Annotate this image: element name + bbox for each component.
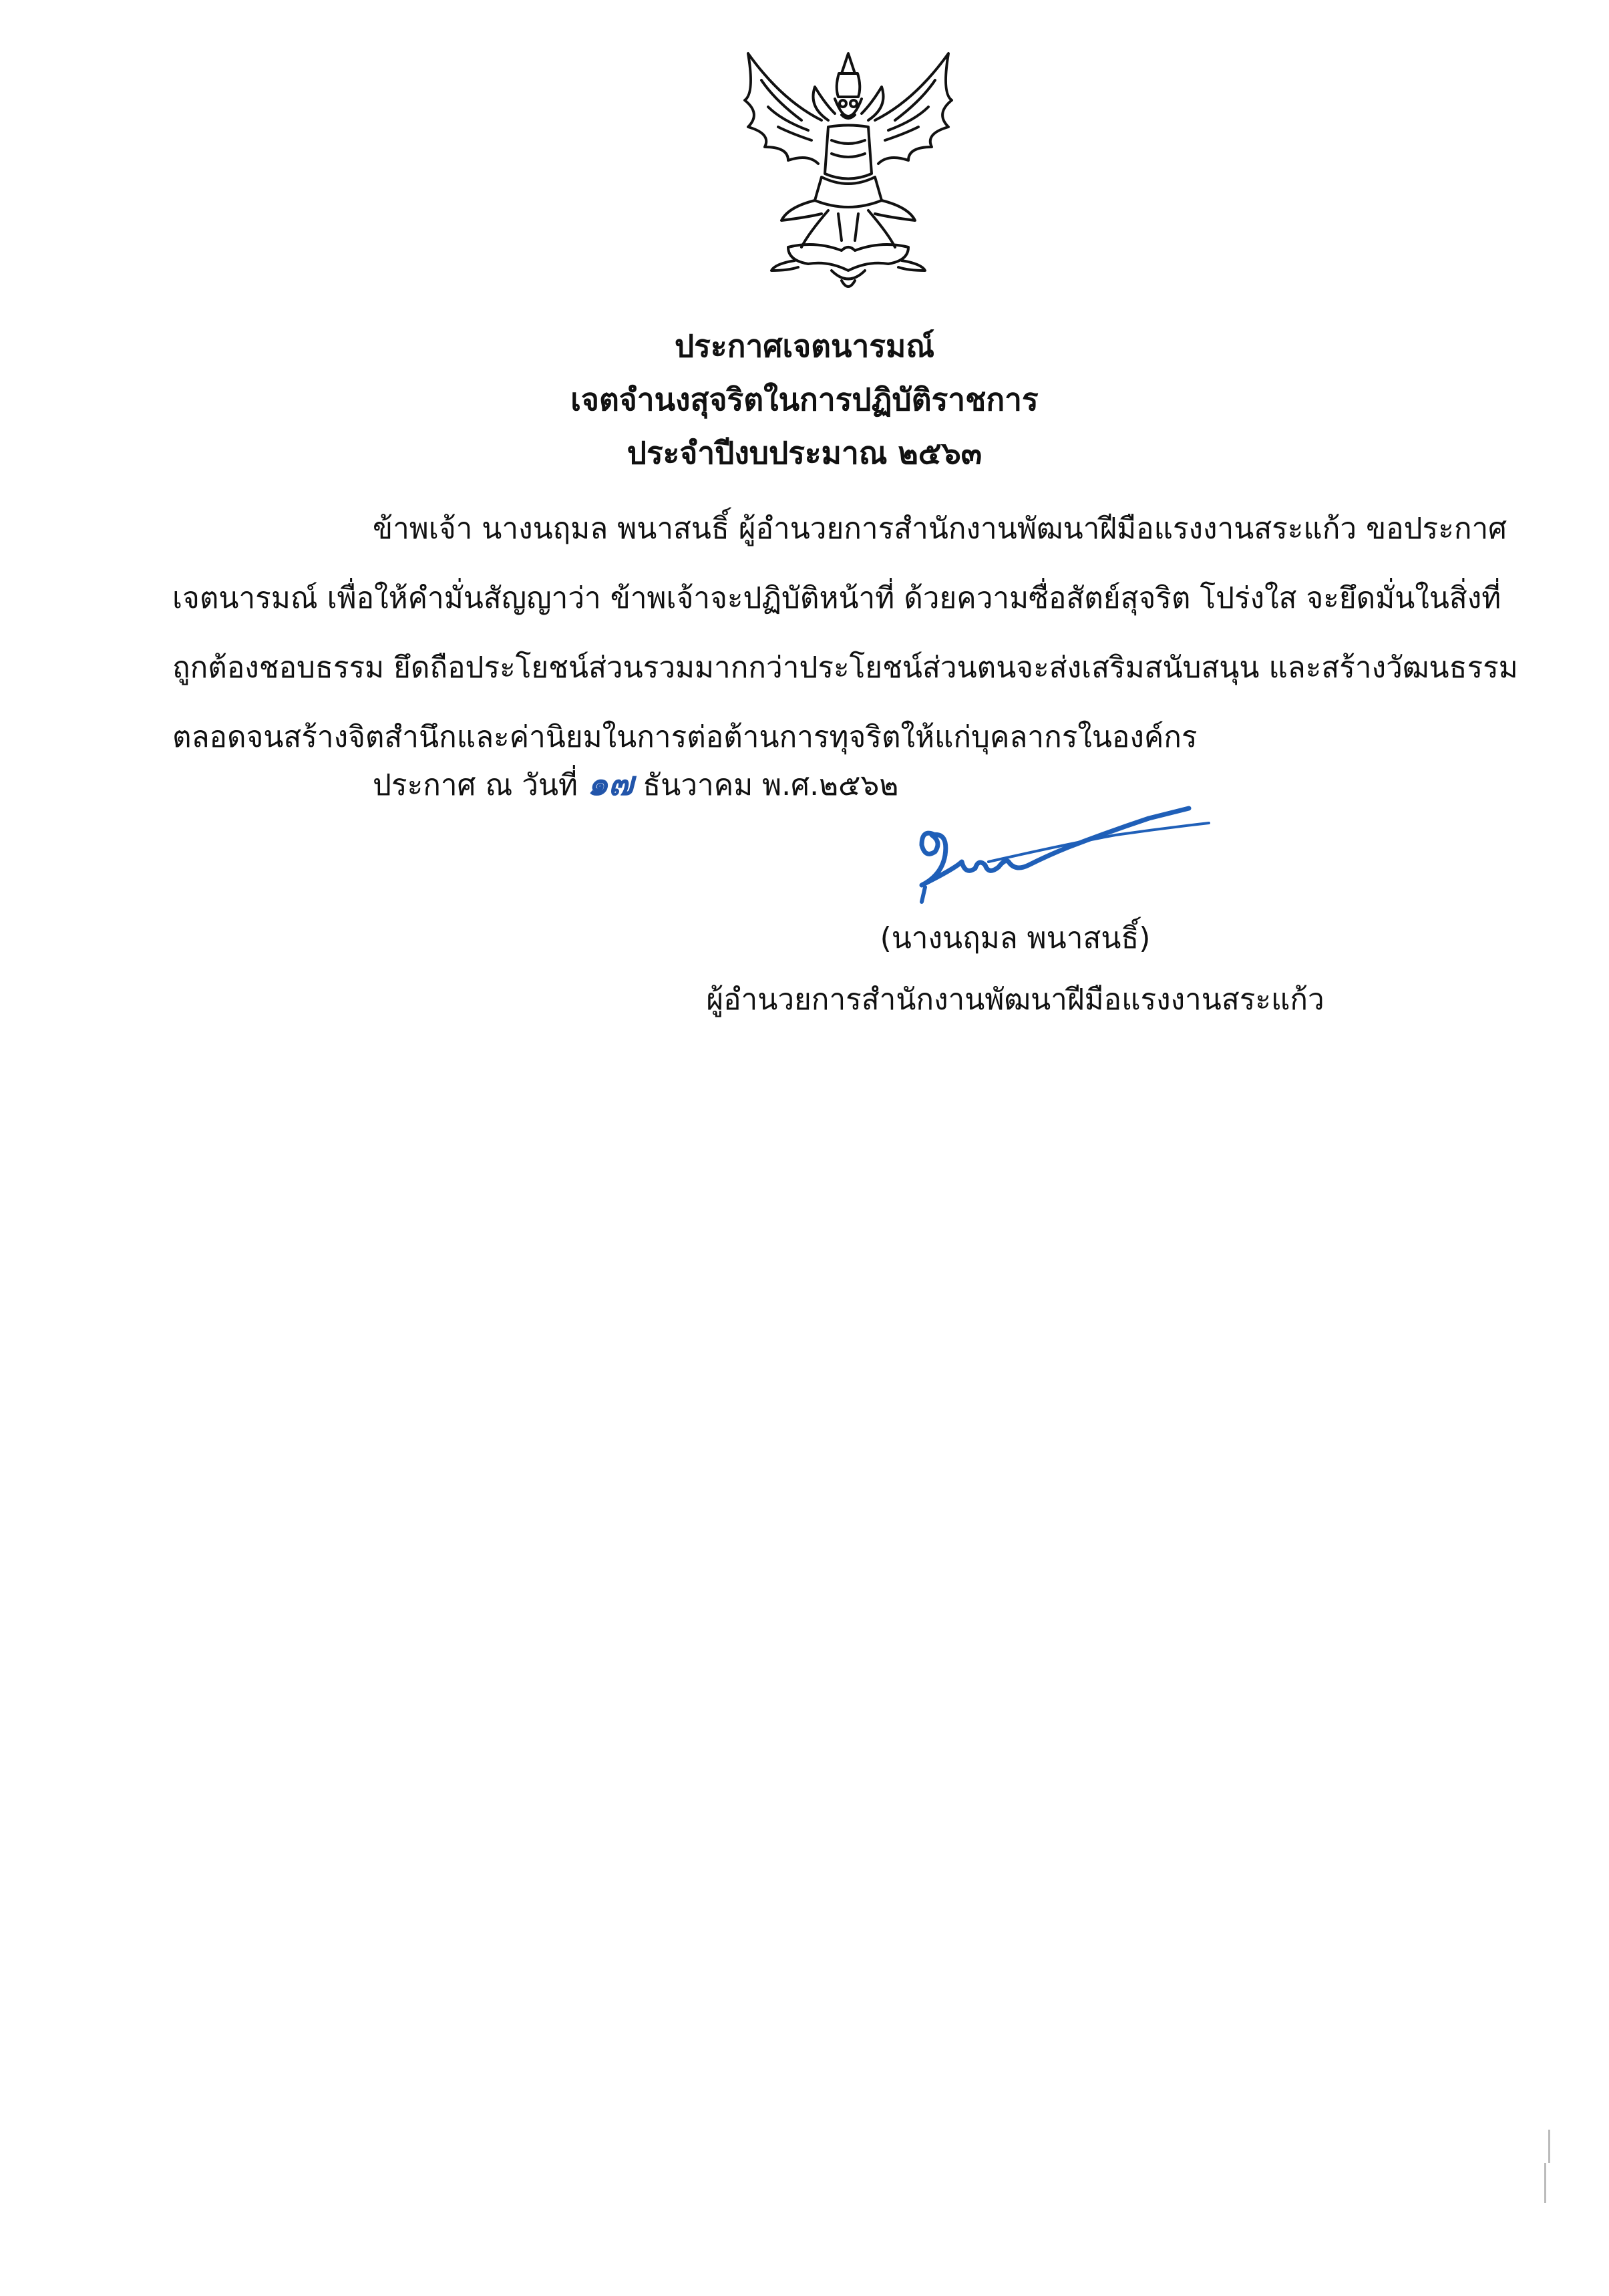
scan-speck	[1544, 2163, 1546, 2203]
date-prefix: ประกาศ ณ วันที่	[373, 768, 578, 802]
declaration-paragraph	[172, 494, 1518, 772]
date-month-year: ธันวาคม พ.ศ.๒๕๖๒	[643, 768, 899, 802]
signatory-position: ผู้อำนวยการสำนักงานพัฒนาฝีมือแรงงานสระแก้ว	[706, 983, 1324, 1017]
announcement-date	[373, 754, 898, 816]
title-line-2: เจตจำนงสุจริตในการปฏิบัติราชการ	[570, 381, 1039, 418]
announcement-title	[0, 319, 1609, 480]
scan-speck	[1548, 2130, 1550, 2163]
body-line-1: ข้าพเจ้า นางนฤมล พนาสนธิ์ ผู้อำนวยการสำนักงานพัฒนาฝีมือแรงงานสระแก้ว ขอประกาศ	[373, 512, 1507, 546]
body-line-4: ตลอดจนสร้างจิตสำนึกและค่านิยมในการต่อต้านการทุจริตให้แก่บุคลากรในองค์กร	[172, 720, 1198, 754]
title-line-3: ประจำปีงบประมาณ ๒๕๖๓	[627, 435, 982, 471]
title-line-1: ประกาศเจตนารมณ์	[674, 328, 935, 364]
garuda-emblem-icon	[708, 40, 989, 307]
date-day-handwritten: ๑๗	[587, 764, 634, 803]
body-line-2: เจตนารมณ์ เพื่อให้คำมั่นสัญญาว่า ข้าพเจ้าจะปฏิบัติหน้าที่ ด้วยความซื่อสัตย์สุจริต โปร่งใส จะยึดมั่นในสิ่งที่	[172, 581, 1501, 615]
signatory-name: (นางนฤมล พนาสนธิ์)	[880, 921, 1151, 955]
body-line-3: ถูกต้องชอบธรรม ยึดถือประโยชน์ส่วนรวมมากกว่าประโยชน์ส่วนตนจะส่งเสริมสนับสนุน และสร้างวัฒนธรรม	[172, 651, 1518, 685]
